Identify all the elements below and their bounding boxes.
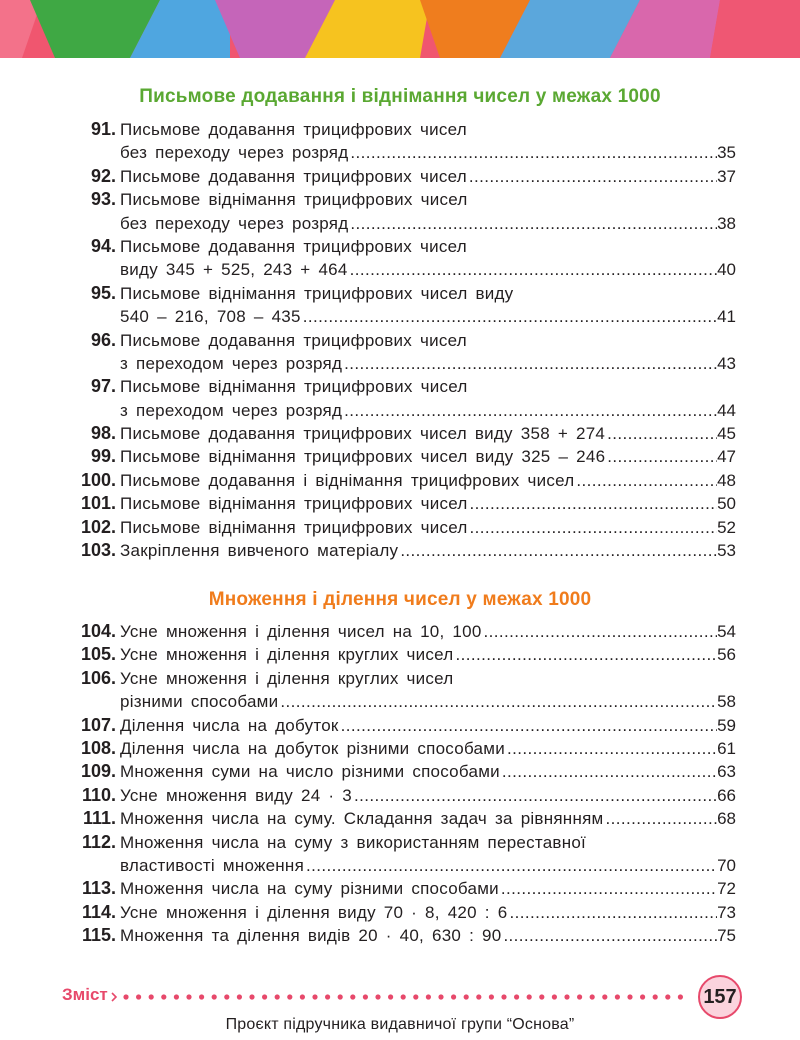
- toc-entry-page: 40: [717, 260, 736, 280]
- toc-entry-line: [60, 667, 736, 690]
- footer-dot: [350, 994, 355, 999]
- footer-dot: [401, 994, 406, 999]
- toc-entry[interactable]: [60, 643, 736, 666]
- toc-entry-page: 72: [717, 879, 736, 899]
- toc-entry-number: 109.: [80, 761, 116, 782]
- toc-entry-line: [60, 690, 736, 713]
- toc-entry-title: різними способами: [120, 692, 279, 712]
- toc-entry-title: Закріплення вивченого матеріалу: [120, 541, 399, 561]
- footer-dot: [514, 994, 519, 999]
- toc-entry-number: 111.: [82, 808, 116, 829]
- toc-entry-number: 98.: [90, 423, 116, 444]
- toc-entry-page: 45: [717, 424, 736, 444]
- toc-entry[interactable]: [60, 667, 736, 714]
- toc-entry-number: 110.: [81, 784, 116, 805]
- toc-entry-line: [60, 188, 736, 211]
- toc-entry-line: [60, 643, 736, 666]
- toc-entry-page: 63: [717, 762, 736, 782]
- toc-entry-number: 97.: [90, 376, 116, 397]
- toc-entry[interactable]: [60, 422, 736, 445]
- footer-dot: [653, 994, 658, 999]
- toc-entry-page: 56: [717, 645, 736, 665]
- footer-dot: [476, 994, 481, 999]
- toc-entry-title: Усне множення і ділення круглих чисел: [120, 645, 454, 665]
- publisher-note: Проєкт підручника видавничої групи “Основа”: [225, 1016, 575, 1033]
- toc-entry-number: 106.: [80, 667, 116, 688]
- toc-leader-dots: [499, 877, 717, 900]
- toc-leader-dots: [348, 212, 717, 235]
- toc-entry-number: 115.: [81, 925, 116, 946]
- toc-entry[interactable]: [60, 165, 736, 188]
- toc-entry-number: 103.: [80, 540, 116, 561]
- toc-leader-dots: [339, 714, 717, 737]
- toc-entry-page: 44: [717, 400, 736, 420]
- toc-entry[interactable]: [60, 901, 736, 924]
- toc-entry-title: Множення суми на число різними способами: [120, 762, 500, 782]
- footer-dot: [363, 994, 368, 999]
- toc-entry-title: виду 345 + 525, 243 + 464: [120, 260, 348, 280]
- footer-dot: [249, 994, 254, 999]
- toc-entry-line: [60, 924, 736, 947]
- toc-entry-line: [60, 714, 736, 737]
- toc-entry-line: [60, 877, 736, 900]
- toc-entry-line: [60, 258, 736, 281]
- toc-entry-title: Ділення числа на добуток різними способами: [120, 738, 505, 758]
- footer-dot: [426, 994, 431, 999]
- footer-dot: [501, 994, 506, 999]
- toc-leader-dots: [605, 422, 717, 445]
- toc-leader-dots: [605, 445, 717, 468]
- footer-dot: [552, 994, 557, 999]
- toc-entry-page: 52: [717, 517, 736, 537]
- footer-dot: [262, 994, 267, 999]
- toc-entry-line: [60, 831, 736, 854]
- toc-leader-dots: [398, 539, 717, 562]
- toc-entry[interactable]: [60, 329, 736, 376]
- footer-dot: [564, 994, 569, 999]
- toc-entry-line: [60, 901, 736, 924]
- toc-entry[interactable]: [60, 492, 736, 515]
- footer-dotted-line: [110, 988, 700, 1006]
- footer-dot: [577, 994, 582, 999]
- toc-entry-title: Письмове віднімання трицифрових чисел виду 325 – 246: [120, 447, 606, 467]
- toc-entry-number: 112.: [81, 831, 116, 852]
- toc-entry-page: 37: [717, 166, 736, 186]
- footer-dot: [212, 994, 217, 999]
- toc-entry-line: [60, 165, 736, 188]
- toc-entry-title: властивості множення: [120, 855, 305, 875]
- toc-leader-dots: [301, 305, 717, 328]
- toc-entry-line: [60, 399, 736, 422]
- toc-leader-dots: [574, 469, 717, 492]
- toc-entry-page: 54: [717, 622, 736, 641]
- toc-entry-page: 35: [717, 143, 736, 163]
- toc-entry-page: 66: [717, 785, 736, 805]
- toc-entry-page: 73: [717, 902, 736, 922]
- footer-dot: [161, 994, 166, 999]
- toc-entry[interactable]: [60, 539, 736, 562]
- toc-entry-number: 102.: [80, 516, 116, 537]
- toc-entry-title: Письмове додавання трицифрових чисел виду 358 + 274: [120, 424, 606, 444]
- footer-dot: [665, 994, 670, 999]
- footer-dot: [489, 994, 494, 999]
- toc-leader-dots: [507, 901, 717, 924]
- footer-contents-label: Зміст: [62, 985, 108, 1004]
- footer-dot: [300, 994, 305, 999]
- footer-dot: [539, 994, 544, 999]
- toc-entry-number: 92.: [90, 165, 116, 186]
- toc-leader-dots: [468, 492, 718, 515]
- footer-dot: [338, 994, 343, 999]
- footer-dot: [149, 994, 154, 999]
- toc-entry-line: [60, 760, 736, 783]
- footer-dot: [136, 994, 141, 999]
- footer-dot: [413, 994, 418, 999]
- toc-entry-title: з переходом через розряд: [120, 353, 343, 373]
- toc-entry[interactable]: [60, 516, 736, 539]
- toc-entry-line: [60, 469, 736, 492]
- toc-entry-title: Письмове додавання і віднімання трицифрових чисел: [120, 470, 575, 490]
- toc-entry-line: [60, 212, 736, 235]
- footer-dot: [602, 994, 607, 999]
- toc-entry-title: без переходу через розряд: [120, 143, 349, 163]
- toc-leader-dots: [348, 141, 717, 164]
- toc-entry-page: 75: [717, 926, 736, 946]
- toc-leader-dots: [342, 399, 717, 422]
- toc-list-multiplication: [60, 620, 736, 947]
- toc-entry[interactable]: [60, 620, 736, 643]
- toc-entry-title: Письмове додавання трицифрових чисел: [120, 120, 467, 139]
- toc-entry[interactable]: [60, 445, 736, 468]
- toc-entry[interactable]: [60, 924, 736, 947]
- toc-entry-line: [60, 516, 736, 539]
- footer-dot: [590, 994, 595, 999]
- toc-leader-dots: [501, 924, 717, 947]
- toc-entry-number: 114.: [81, 901, 116, 922]
- toc-entry-line: [60, 737, 736, 760]
- footer-dot: [464, 994, 469, 999]
- toc-entry-title: Множення числа на суму. Складання задач за рівнянням: [120, 809, 604, 829]
- footer-dot: [527, 994, 532, 999]
- toc-leader-dots: [348, 258, 718, 281]
- toc-leader-dots: [453, 643, 717, 666]
- toc-entry[interactable]: [60, 118, 736, 165]
- toc-entry-number: 94.: [90, 235, 116, 256]
- toc-entry-number: 96.: [90, 329, 116, 350]
- toc-entry-number: 93.: [90, 189, 116, 210]
- decorative-banner: [0, 0, 800, 58]
- toc-entry-title: Усне множення виду 24 · 3: [120, 785, 352, 805]
- toc-entry-title: Письмове віднімання трицифрових чисел виду: [120, 283, 514, 303]
- toc-entry-line: [60, 854, 736, 877]
- toc-entry[interactable]: [60, 714, 736, 737]
- toc-entry-line: [60, 422, 736, 445]
- toc-entry[interactable]: [60, 282, 736, 329]
- toc-leader-dots: [304, 854, 717, 877]
- toc-entry[interactable]: [60, 807, 736, 830]
- toc-entry-line: [60, 235, 736, 258]
- toc-entry-page: 68: [717, 809, 736, 829]
- toc-leader-dots: [482, 620, 718, 643]
- toc-leader-dots: [500, 760, 717, 783]
- toc-entry[interactable]: [60, 235, 736, 282]
- toc-entry-title: Письмове додавання трицифрових чисел: [120, 236, 467, 256]
- toc-entry-title: Письмове додавання трицифрових чисел: [120, 166, 467, 186]
- toc-entry-title: Письмове віднімання трицифрових чисел: [120, 494, 468, 514]
- footer-dot: [640, 994, 645, 999]
- footer-arrow-icon: [112, 993, 116, 1001]
- toc-entry-page: 61: [717, 738, 736, 758]
- toc-entry[interactable]: [60, 375, 736, 422]
- toc-entry-line: [60, 352, 736, 375]
- toc-leader-dots: [352, 784, 717, 807]
- toc-leader-dots: [603, 807, 717, 830]
- footer-dot: [627, 994, 632, 999]
- toc-entry-title: Усне множення і ділення чисел на 10, 100: [120, 622, 482, 641]
- toc-entry-number: 99.: [90, 446, 116, 467]
- toc-entry-line: [60, 807, 736, 830]
- banner-red-stripe: [710, 0, 800, 58]
- section-title-multiplication: Множення і ділення чисел у межах 1000: [208, 589, 592, 610]
- toc-entry-line: [60, 445, 736, 468]
- toc-entry-number: 95.: [90, 282, 116, 303]
- toc-entry-title: Усне множення і ділення виду 70 · 8, 420 : 6: [120, 902, 508, 922]
- footer-dot: [287, 994, 292, 999]
- toc-entry-title: Письмове віднімання трицифрових чисел: [120, 190, 468, 210]
- toc-leader-dots: [278, 690, 717, 713]
- toc-entry-title: Множення та ділення видів 20 · 40, 630 : 90: [120, 926, 502, 946]
- toc-entry-line: [60, 375, 736, 398]
- toc-entry-page: 53: [717, 541, 736, 561]
- toc-entry-title: з переходом через розряд: [120, 400, 343, 420]
- toc-entry[interactable]: [60, 760, 736, 783]
- toc-entry-page: 48: [717, 470, 736, 490]
- toc-entry-page: 38: [717, 213, 736, 233]
- toc-entry-number: 91.: [90, 119, 116, 139]
- footer-dot: [375, 994, 380, 999]
- footer-dot: [123, 994, 128, 999]
- footer-dot: [186, 994, 191, 999]
- footer-dot: [199, 994, 204, 999]
- toc-leader-dots: [468, 516, 718, 539]
- toc-entry[interactable]: [60, 469, 736, 492]
- toc-entry-title: Письмове додавання трицифрових чисел: [120, 330, 467, 350]
- toc-leader-dots: [505, 737, 717, 760]
- footer-dot: [451, 994, 456, 999]
- toc-entry-title: без переходу через розряд: [120, 213, 349, 233]
- toc-entry-page: 50: [717, 494, 736, 514]
- toc-entry-number: 113.: [81, 878, 116, 899]
- toc-entry-line: [60, 118, 736, 141]
- toc-entry-page: 43: [717, 353, 736, 373]
- toc-entry-page: 58: [717, 692, 736, 712]
- toc-entry[interactable]: [60, 188, 736, 235]
- toc-entry-number: 105.: [80, 644, 116, 665]
- toc-entry-page: 59: [717, 715, 736, 735]
- toc-entry-number: 107.: [80, 714, 116, 735]
- footer-dot: [237, 994, 242, 999]
- toc-entry-number: 104.: [80, 621, 116, 641]
- toc-leader-dots: [342, 352, 717, 375]
- toc-entry-title: Множення числа на суму з використанням переставної: [120, 832, 587, 852]
- toc-entry-number: 108.: [80, 737, 116, 758]
- footer-dot: [325, 994, 330, 999]
- toc-entry-title: Усне множення і ділення круглих чисел: [120, 668, 454, 688]
- page-number-badge: 157: [698, 975, 742, 1019]
- toc-entry-line: [60, 305, 736, 328]
- toc-entry-title: Письмове віднімання трицифрових чисел: [120, 517, 468, 537]
- footer-dot: [388, 994, 393, 999]
- toc-entry[interactable]: [60, 877, 736, 900]
- toc-entry-line: [60, 282, 736, 305]
- toc-entry[interactable]: [60, 784, 736, 807]
- footer-dot: [615, 994, 620, 999]
- toc-entry-title: Ділення числа на добуток: [120, 715, 339, 735]
- toc-entry-title: 540 – 216, 708 – 435: [120, 307, 301, 327]
- toc-entry-line: [60, 784, 736, 807]
- toc-leader-dots: [467, 165, 717, 188]
- toc-entry-title: Множення числа на суму різними способами: [120, 879, 499, 899]
- toc-list-written-addition: [60, 118, 736, 562]
- toc-entry[interactable]: [60, 831, 736, 878]
- toc-entry-number: 101.: [80, 493, 116, 514]
- footer-dot: [678, 994, 683, 999]
- footer-dot: [438, 994, 443, 999]
- toc-entry-page: 70: [717, 855, 736, 875]
- footer-dot: [275, 994, 280, 999]
- toc-entry-page: 41: [717, 307, 736, 327]
- footer-dot: [312, 994, 317, 999]
- footer-dot: [174, 994, 179, 999]
- toc-entry-line: [60, 492, 736, 515]
- toc-entry-line: [60, 141, 736, 164]
- toc-entry-line: [60, 620, 736, 643]
- footer-dot: [224, 994, 229, 999]
- toc-entry-page: 47: [717, 447, 736, 467]
- toc-entry[interactable]: [60, 737, 736, 760]
- toc-entry-number: 100.: [80, 469, 116, 490]
- toc-entry-line: [60, 329, 736, 352]
- toc-entry-line: [60, 539, 736, 562]
- toc-entry-title: Письмове віднімання трицифрових чисел: [120, 377, 468, 397]
- section-title-written-addition: Письмове додавання і віднімання чисел у межах 1000: [139, 86, 661, 107]
